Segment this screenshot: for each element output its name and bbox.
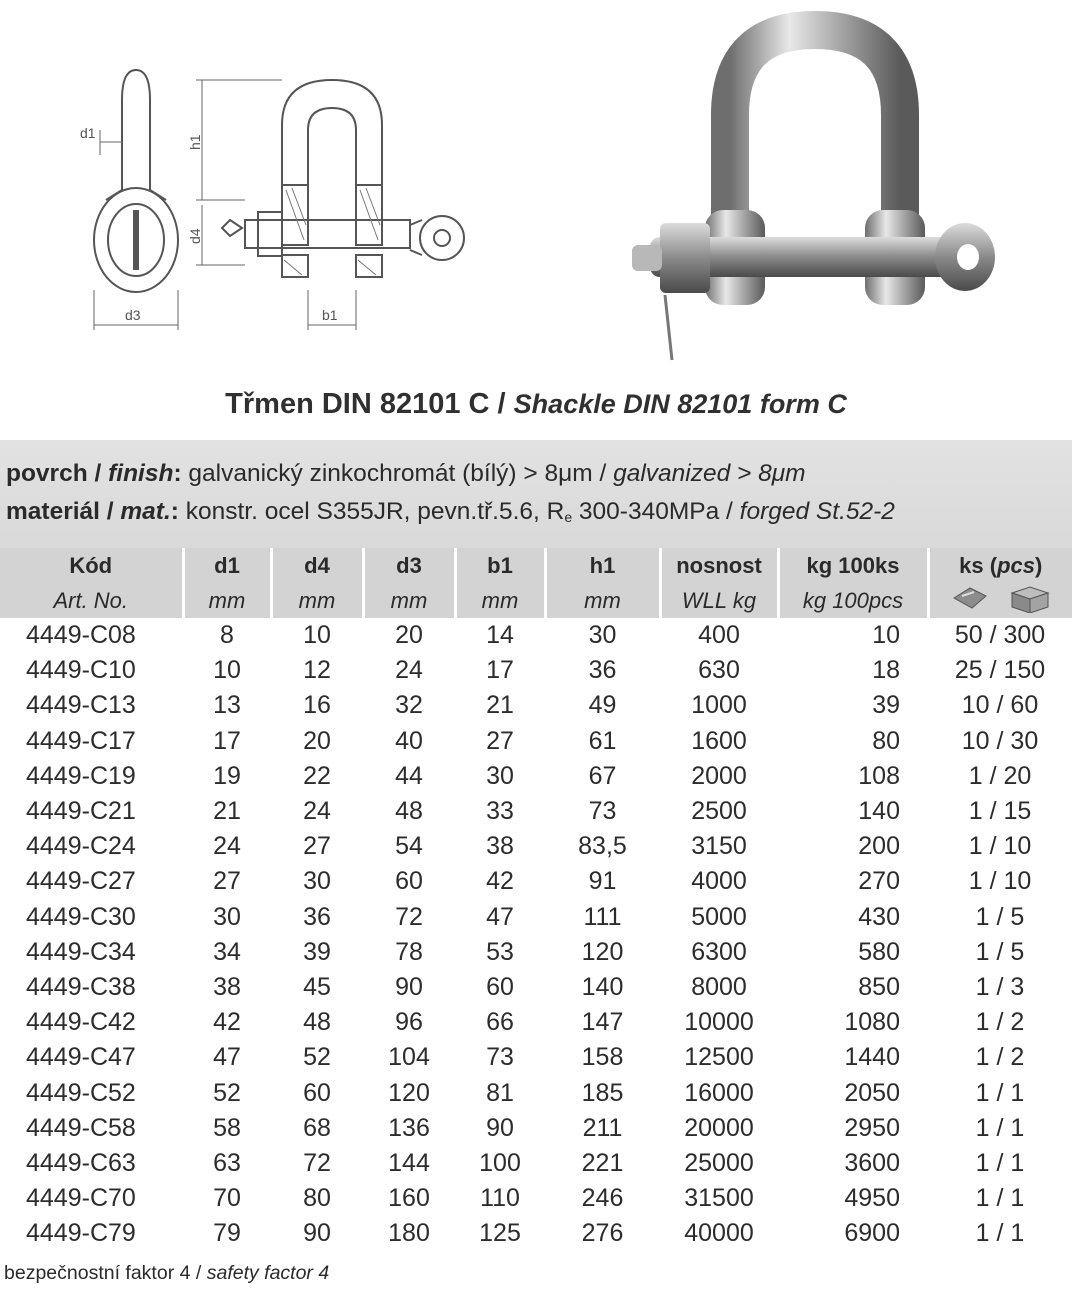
cell-h1: 276 — [581, 1219, 624, 1248]
header-h1: h1 — [545, 548, 660, 583]
drawing-label-d3: d3 — [125, 307, 141, 323]
cell-h1: 83,5 — [578, 832, 627, 861]
table-subheader-row — [0, 583, 1072, 618]
cell-d1: 17 — [213, 726, 241, 755]
cell-pcs: 1 / 2 — [975, 1043, 1025, 1072]
table-row — [0, 1181, 1072, 1216]
cell-d3: 96 — [395, 1008, 423, 1037]
cell-pcs: 25 / 150 — [954, 656, 1046, 685]
cell-d3: 44 — [395, 761, 423, 790]
cell-b1: 27 — [486, 726, 514, 755]
cell-code: 4449-C58 — [26, 1113, 136, 1142]
table-row — [0, 1216, 1072, 1251]
table-row — [0, 829, 1072, 864]
table-row — [0, 1111, 1072, 1146]
cell-weight: 580 — [858, 937, 900, 966]
cell-pcs: 1 / 1 — [975, 1148, 1025, 1177]
cell-d3: 136 — [388, 1113, 430, 1142]
table-row — [0, 1005, 1072, 1040]
cell-h1: 120 — [581, 937, 624, 966]
cell-d1: 79 — [213, 1219, 241, 1248]
cell-h1: 30 — [588, 621, 617, 650]
table-body — [0, 618, 1072, 1251]
material-label-cz: materiál — [6, 498, 100, 525]
cell-pcs: 1 / 1 — [975, 1078, 1025, 1107]
cell-wll: 5000 — [691, 902, 747, 931]
cell-b1: 42 — [486, 867, 514, 896]
drawing-label-h1: h1 — [187, 134, 203, 150]
material-value-cz: konstr. ocel S355JR, pevn.tř.5.6, R — [185, 498, 565, 525]
cell-code: 4449-C70 — [26, 1184, 136, 1213]
finish-line: povrch / finish: galvanický zinkochromát (bílý) > 8μm / galvanized > 8μm — [6, 460, 806, 487]
cell-d1: 38 — [213, 972, 241, 1001]
cell-d4: 52 — [303, 1043, 331, 1072]
cell-wll: 2500 — [691, 797, 747, 826]
cell-d4: 36 — [303, 902, 331, 931]
header-pcs: ks (pcs) — [928, 548, 1072, 583]
cell-d1: 21 — [213, 797, 241, 826]
cell-d4: 72 — [303, 1148, 331, 1177]
cell-d3: 120 — [388, 1078, 430, 1107]
cell-code: 4449-C21 — [26, 797, 136, 826]
cell-b1: 60 — [486, 972, 514, 1001]
cell-d4: 48 — [303, 1008, 331, 1037]
table-row — [0, 864, 1072, 899]
cell-h1: 91 — [588, 867, 617, 896]
cell-wll: 20000 — [684, 1113, 754, 1142]
box-icon — [1008, 583, 1052, 613]
cell-weight: 2050 — [844, 1078, 900, 1107]
bag-icon — [950, 584, 990, 612]
title-cz: Třmen DIN 82101 C — [225, 388, 490, 420]
cell-wll: 31500 — [684, 1184, 754, 1213]
cell-weight: 39 — [872, 691, 900, 720]
cell-wll: 1600 — [691, 726, 747, 755]
cell-weight: 270 — [858, 867, 900, 896]
finish-value-en: galvanized > 8μm — [613, 460, 806, 487]
cell-d4: 27 — [303, 832, 331, 861]
cell-pcs: 1 / 3 — [975, 972, 1025, 1001]
cell-b1: 110 — [480, 1184, 520, 1213]
cell-pcs: 1 / 5 — [975, 902, 1025, 931]
cell-d3: 60 — [395, 867, 423, 896]
page-title — [0, 388, 1072, 421]
cell-weight: 2950 — [844, 1113, 900, 1142]
subheader-d1: mm — [183, 583, 271, 618]
cell-wll: 8000 — [691, 972, 747, 1001]
cell-code: 4449-C34 — [26, 937, 136, 966]
cell-wll: 25000 — [684, 1148, 754, 1177]
cell-d4: 22 — [303, 761, 331, 790]
header-d1: d1 — [183, 548, 271, 583]
header-d4: d4 — [271, 548, 363, 583]
material-label-en: mat. — [120, 498, 171, 525]
cell-weight: 140 — [858, 797, 900, 826]
cell-h1: 140 — [581, 972, 624, 1001]
cell-d3: 104 — [388, 1043, 430, 1072]
cell-d1: 27 — [213, 867, 241, 896]
cell-b1: 17 — [486, 656, 514, 685]
drawing-label-d4: d4 — [187, 228, 203, 244]
cell-code: 4449-C79 — [26, 1219, 136, 1248]
cell-code: 4449-C27 — [26, 867, 136, 896]
cell-wll: 1000 — [691, 691, 747, 720]
cell-wll: 2000 — [691, 761, 747, 790]
cell-d1: 70 — [213, 1184, 241, 1213]
material-value-post: 300-340MPa — [572, 498, 720, 525]
cell-code: 4449-C10 — [26, 656, 136, 685]
cell-d1: 47 — [213, 1043, 241, 1072]
cell-weight: 4950 — [844, 1184, 900, 1213]
cell-code: 4449-C38 — [26, 972, 136, 1001]
cell-wll: 16000 — [684, 1078, 754, 1107]
cell-b1: 81 — [486, 1078, 514, 1107]
cell-d3: 144 — [388, 1148, 430, 1177]
cell-weight: 1440 — [844, 1043, 900, 1072]
cell-d4: 24 — [303, 797, 331, 826]
cell-pcs: 10 / 30 — [961, 726, 1039, 755]
cell-pcs: 1 / 10 — [968, 832, 1032, 861]
table-row — [0, 970, 1072, 1005]
table-row — [0, 618, 1072, 653]
table-row — [0, 794, 1072, 829]
subheader-h1: mm — [545, 583, 660, 618]
table-row — [0, 935, 1072, 970]
table-row — [0, 1040, 1072, 1075]
cell-wll: 4000 — [691, 867, 747, 896]
cell-pcs: 1 / 5 — [975, 937, 1025, 966]
footer-note: bezpečnostní faktor 4 / safety factor 4 — [4, 1262, 330, 1284]
cell-d4: 12 — [303, 656, 331, 685]
cell-weight: 1080 — [844, 1008, 900, 1037]
cell-h1: 73 — [588, 797, 617, 826]
cell-d4: 68 — [303, 1113, 331, 1142]
cell-d4: 80 — [303, 1184, 331, 1213]
cell-b1: 21 — [486, 691, 514, 720]
cell-wll: 630 — [698, 656, 740, 685]
cell-code: 4449-C17 — [26, 726, 136, 755]
cell-d4: 10 — [303, 621, 331, 650]
cell-d4: 20 — [303, 726, 331, 755]
material-value-en: forged St.52-2 — [739, 498, 895, 525]
cell-weight: 850 — [858, 972, 900, 1001]
cell-b1: 100 — [479, 1148, 521, 1177]
cell-h1: 185 — [581, 1078, 624, 1107]
cell-d3: 90 — [395, 972, 423, 1001]
cell-weight: 200 — [858, 832, 900, 861]
subheader-d4: mm — [271, 583, 363, 618]
cell-d1: 63 — [213, 1148, 241, 1177]
cell-d4: 39 — [303, 937, 331, 966]
cell-b1: 30 — [486, 761, 514, 790]
cell-d4: 60 — [303, 1078, 331, 1107]
cell-b1: 73 — [486, 1043, 514, 1072]
cell-b1: 53 — [486, 937, 514, 966]
cell-weight: 430 — [858, 902, 900, 931]
subheader-pcs — [928, 583, 1072, 618]
footer-cz: bezpečnostní faktor 4 — [4, 1262, 191, 1284]
finish-label-cz: povrch — [6, 460, 88, 487]
cell-pcs: 1 / 15 — [968, 797, 1032, 826]
subheader-weight: kg 100pcs — [778, 583, 928, 618]
cell-h1: 111 — [583, 902, 622, 931]
cell-d4: 16 — [303, 691, 331, 720]
cell-weight: 10 — [872, 621, 900, 650]
cell-code: 4449-C13 — [26, 691, 136, 720]
table-row — [0, 724, 1072, 759]
header-pcs-cz: ks — [959, 552, 984, 578]
cell-h1: 49 — [588, 691, 617, 720]
cell-pcs: 1 / 2 — [975, 1008, 1025, 1037]
cell-d1: 58 — [213, 1113, 241, 1142]
cell-code: 4449-C63 — [26, 1148, 136, 1177]
table-row — [0, 1146, 1072, 1181]
cell-h1: 67 — [588, 761, 617, 790]
cell-d3: 24 — [395, 656, 423, 685]
cell-pcs: 1 / 1 — [975, 1184, 1025, 1213]
cell-weight: 80 — [872, 726, 900, 755]
subheader-wll: WLL kg — [660, 583, 778, 618]
cell-b1: 33 — [486, 797, 514, 826]
subheader-code: Art. No. — [0, 583, 183, 618]
cell-code: 4449-C42 — [26, 1008, 136, 1037]
header-b1: b1 — [455, 548, 545, 583]
cell-weight: 3600 — [844, 1148, 900, 1177]
cell-d1: 52 — [213, 1078, 241, 1107]
cell-code: 4449-C47 — [26, 1043, 136, 1072]
cell-b1: 38 — [486, 832, 514, 861]
table-row — [0, 653, 1072, 688]
cell-code: 4449-C19 — [26, 761, 136, 790]
cell-b1: 90 — [486, 1113, 514, 1142]
cell-wll: 3150 — [691, 832, 747, 861]
cell-h1: 61 — [588, 726, 617, 755]
shackle-photo — [610, 5, 1010, 365]
cell-pcs: 50 / 300 — [954, 621, 1046, 650]
table-row — [0, 688, 1072, 723]
cell-d3: 54 — [395, 832, 423, 861]
cell-wll: 400 — [698, 621, 740, 650]
cell-code: 4449-C24 — [26, 832, 136, 861]
cell-h1: 246 — [581, 1184, 624, 1213]
cell-h1: 36 — [588, 656, 617, 685]
table-row — [0, 759, 1072, 794]
subheader-b1: mm — [455, 583, 545, 618]
cell-pcs: 1 / 1 — [975, 1113, 1025, 1142]
cell-d1: 19 — [213, 761, 241, 790]
table-row — [0, 1075, 1072, 1110]
drawing-label-d1: d1 — [80, 125, 96, 141]
cell-d1: 8 — [220, 621, 234, 650]
cell-d1: 42 — [213, 1008, 241, 1037]
cell-wll: 10000 — [684, 1008, 754, 1037]
header-code: Kód — [0, 548, 183, 583]
subheader-d3: mm — [363, 583, 455, 618]
cell-b1: 14 — [486, 621, 514, 650]
cell-weight: 18 — [872, 656, 900, 685]
cell-wll: 12500 — [684, 1043, 754, 1072]
cell-h1: 147 — [581, 1008, 624, 1037]
cell-weight: 108 — [858, 761, 900, 790]
cell-pcs: 1 / 20 — [968, 761, 1032, 790]
cell-pcs: 1 / 1 — [975, 1219, 1025, 1248]
cell-d1: 24 — [213, 832, 241, 861]
table-header-row — [0, 548, 1072, 583]
cell-pcs: 1 / 10 — [968, 867, 1032, 896]
material-value-sub: e — [564, 509, 573, 525]
cell-pcs: 10 / 60 — [961, 691, 1039, 720]
cell-h1: 221 — [581, 1148, 624, 1177]
cell-code: 4449-C52 — [26, 1078, 136, 1107]
finish-value-cz: galvanický zinkochromát (bílý) > 8μm — [188, 460, 593, 487]
drawing-label-b1: b1 — [322, 307, 338, 323]
header-wll: nosnost — [660, 548, 778, 583]
cell-d1: 34 — [213, 937, 241, 966]
cell-d3: 180 — [388, 1219, 430, 1248]
cell-d3: 40 — [395, 726, 423, 755]
cell-d3: 32 — [395, 691, 423, 720]
cell-code: 4449-C30 — [26, 902, 136, 931]
title-separator: / — [497, 388, 506, 420]
cell-d3: 20 — [395, 621, 423, 650]
cell-d4: 90 — [303, 1219, 331, 1248]
cell-wll: 6300 — [691, 937, 747, 966]
spec-table — [0, 548, 1072, 1251]
cell-d4: 30 — [303, 867, 331, 896]
cell-b1: 47 — [486, 902, 514, 931]
cell-d1: 13 — [213, 691, 241, 720]
header-pcs-en: pcs — [997, 552, 1036, 578]
cell-d1: 10 — [213, 656, 241, 685]
cell-d3: 160 — [388, 1184, 430, 1213]
header-weight: kg 100ks — [778, 548, 928, 583]
technical-drawing — [70, 60, 490, 350]
material-line: materiál / mat.: konstr. ocel S355JR, pevn.tř.5.6, $R_e$ 300-340MPa / forged St.52-2 — [6, 498, 895, 525]
specs-panel — [0, 440, 1072, 550]
cell-h1: 211 — [582, 1113, 623, 1142]
cell-h1: 158 — [581, 1043, 624, 1072]
cell-d3: 78 — [395, 937, 423, 966]
title-en: Shackle DIN 82101 form C — [513, 389, 847, 419]
table-row — [0, 900, 1072, 935]
finish-label-en: finish — [108, 460, 174, 487]
cell-b1: 66 — [486, 1008, 514, 1037]
cell-code: 4449-C08 — [26, 621, 136, 650]
cell-weight: 6900 — [844, 1219, 900, 1248]
cell-d3: 72 — [395, 902, 423, 931]
header-d3: d3 — [363, 548, 455, 583]
cell-d4: 45 — [303, 972, 331, 1001]
cell-d3: 48 — [395, 797, 423, 826]
cell-wll: 40000 — [684, 1219, 754, 1248]
cell-b1: 125 — [479, 1219, 521, 1248]
footer-en: safety factor 4 — [206, 1262, 330, 1284]
cell-d1: 30 — [213, 902, 241, 931]
